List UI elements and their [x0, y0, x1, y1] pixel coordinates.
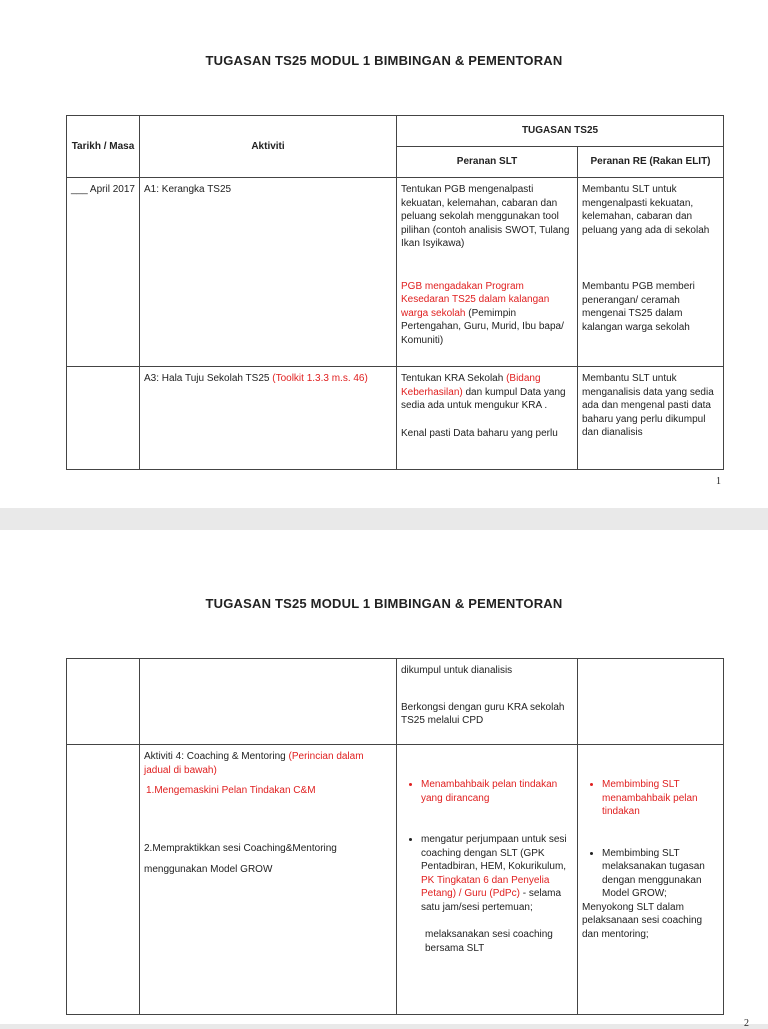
re-cell	[578, 178, 724, 367]
highlight-text: (Perincian dalam jadual di bawah)	[144, 751, 364, 776]
list-item: • Membimbing SLT menambahbaik pelan tindakan	[602, 778, 719, 819]
highlight-text: (Bidang Keberhasilan)	[401, 373, 541, 398]
date-cell	[67, 659, 140, 745]
page-number: 1	[716, 476, 721, 487]
activity-text: A3: Hala Tuju Sekolah TS25	[144, 373, 273, 384]
re-text: Menyokong SLT dalam pelaksanaan sesi coaching dan mentoring;	[582, 901, 703, 940]
table-row	[67, 659, 724, 745]
header-peranan-slt: Peranan SLT	[397, 147, 578, 178]
table-row	[67, 367, 724, 470]
page-2	[0, 530, 768, 1029]
header-aktiviti: Aktiviti	[140, 116, 397, 178]
slt-text: melaksanakan sesi coaching bersama SLT	[425, 929, 553, 954]
list-item: • Menambahbaik pelan tindakan yang dirancang	[421, 778, 573, 805]
document-title: TUGASAN TS25 MODUL 1 BIMBINGAN & PEMENTORAN	[205, 53, 563, 68]
activity-cell: A1: Kerangka TS25	[140, 178, 397, 367]
table-row	[67, 178, 724, 367]
slt-cell	[397, 178, 578, 367]
activity-cell	[140, 745, 397, 1015]
re-cell: Membantu SLT untuk menganalisis data yang sedia ada dan mengenal pasti data baharu yang perlu dikumpul dan dianalisis	[578, 367, 724, 470]
page-1	[0, 0, 768, 508]
list-item: • Membimbing SLT melaksanakan tugasan dengan menggunakan Model GROW;	[602, 847, 719, 901]
highlight-text: PGB mengadakan Program Kesedaran TS25 dalam kalangan warga sekolah	[401, 280, 550, 319]
re-bullet-list	[582, 778, 719, 819]
re-bullet-list	[582, 847, 719, 901]
slt-text: Tentukan PGB mengenalpasti kekuatan, kelemahan, cabaran dan peluang sekolah menggunakan tool pilihan (contoh analisis SWOT, Tulang Ikan Isyikawa)	[401, 184, 570, 249]
slt-text: dikumpul untuk dianalisis	[401, 665, 513, 676]
activity-text	[144, 750, 392, 777]
list-item	[421, 833, 573, 914]
slt-cell	[397, 659, 578, 745]
date-cell	[67, 367, 140, 470]
activity-text-part: Aktiviti 4: Coaching & Mentoring	[144, 751, 289, 762]
highlight-text: (Toolkit 1.3.3 m.s. 46)	[272, 373, 368, 384]
activity-item-2: 2.Mempraktikkan sesi Coaching&Mentoring	[144, 842, 337, 854]
task-table	[66, 115, 724, 470]
re-cell	[578, 745, 724, 1015]
document-title: TUGASAN TS25 MODUL 1 BIMBINGAN & PEMENTORAN	[205, 596, 563, 611]
slt-text	[401, 280, 573, 348]
activity-item-2-cont: menggunakan Model GROW	[144, 864, 273, 875]
date-cell: ___ April 2017	[67, 178, 140, 367]
re-text: Membantu SLT untuk mengenalpasti kekuatan, kelemahan, cabaran dan peluang yang ada di sekolah	[582, 184, 710, 236]
slt-cell	[397, 745, 578, 1015]
header-tugasan: TUGASAN TS25	[397, 116, 724, 147]
re-text: Membantu PGB memberi penerangan/ ceramah mengenai TS25 dalam kalangan warga sekolah	[582, 281, 695, 333]
slt-text-part: Tentukan KRA Sekolah	[401, 373, 507, 384]
page-number: 2	[744, 1018, 749, 1029]
activity-item-1: 1.Mengemaskini Pelan Tindakan C&M	[146, 785, 316, 796]
header-peranan-re: Peranan RE (Rakan ELIT)	[578, 147, 724, 178]
list-text: mengatur perjumpaan untuk sesi coaching dengan SLT (GPK Pentadbiran, HEM, Kokurikulum,	[421, 834, 567, 872]
header-tarikh: Tarikh / Masa	[67, 116, 140, 178]
list-text: - selama satu jam/sesi pertemuan;	[421, 888, 562, 913]
slt-cell	[397, 367, 578, 470]
slt-text: Berkongsi dengan guru KRA sekolah TS25 melalui CPD	[401, 701, 565, 726]
slt-bullet-list	[401, 833, 573, 914]
slt-text: Kenal pasti Data baharu yang perlu	[401, 427, 558, 439]
highlight-text: PK Tingkatan 6 dan Penyelia Petang) / Guru (PdPc)	[421, 874, 550, 899]
activity-cell	[140, 367, 397, 470]
slt-bullet-list	[401, 778, 573, 805]
activity-cell	[140, 659, 397, 745]
slt-text	[401, 372, 573, 413]
date-cell	[67, 745, 140, 1015]
re-cell	[578, 659, 724, 745]
table-row	[67, 745, 724, 1015]
task-table	[66, 658, 724, 1015]
slt-text-tail: (Pemimpin Pertengahan, Guru, Murid, Ibu bapa/ Komuniti)	[401, 307, 564, 346]
slt-text-part: dan kumpul Data yang sedia ada untuk mengukur KRA .	[401, 386, 566, 411]
